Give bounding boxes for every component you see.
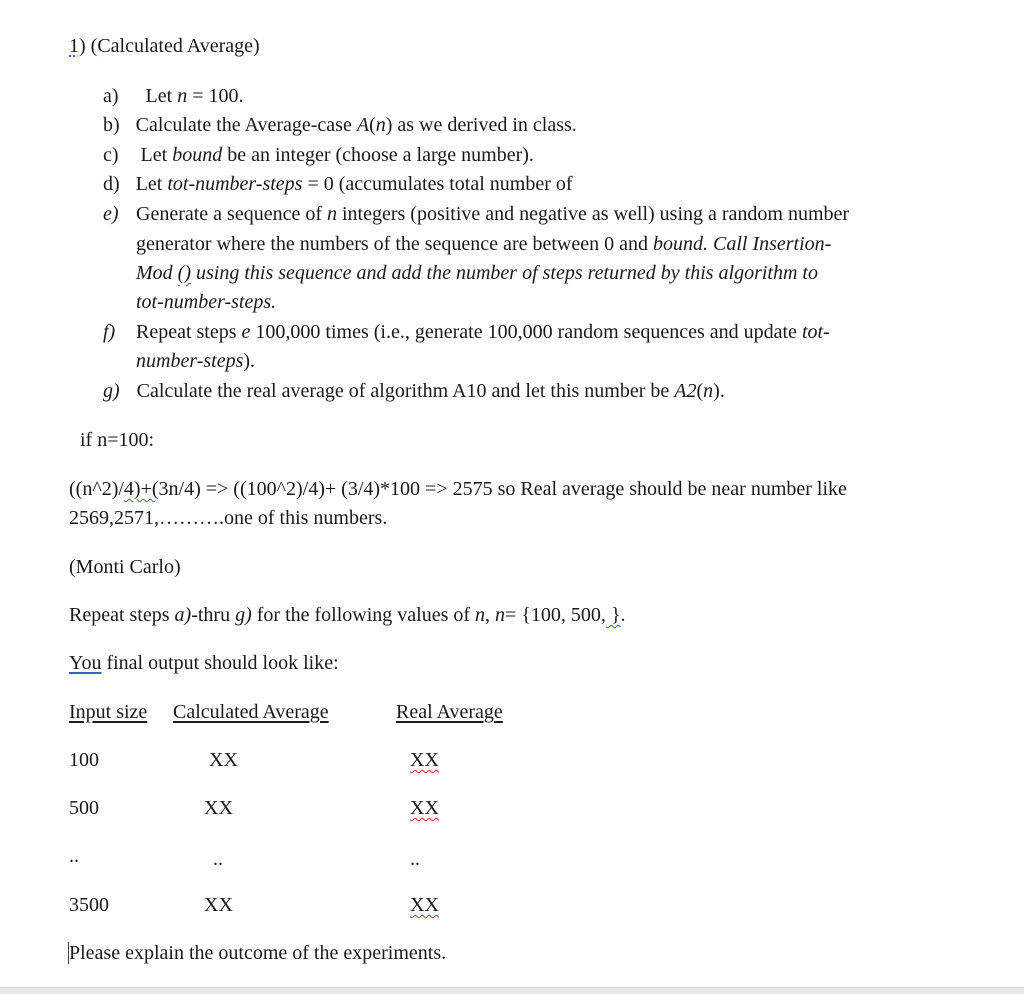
repeat-var: n: [475, 604, 486, 626]
step-text: (: [369, 114, 376, 136]
repeat-text: .: [620, 604, 626, 626]
repeat-text: = {100, 500,: [505, 604, 606, 626]
heading-number: 1): [69, 35, 86, 57]
step-var: Call Insertion-: [712, 233, 832, 255]
step-var: e: [241, 321, 251, 343]
output-intro: [69, 651, 339, 675]
step-var: tot-number-steps: [167, 173, 303, 195]
step-var: n: [703, 380, 714, 402]
table-cell-real: XX: [410, 894, 439, 916]
step-a: [103, 84, 243, 108]
step-marker: f): [103, 321, 116, 343]
step-text: Repeat steps: [136, 321, 242, 343]
table-cell-input: 500: [69, 797, 99, 819]
step-f-marker-wrap: [103, 320, 115, 344]
step-text: be an integer (choose a large number).: [222, 144, 534, 166]
step-d: [103, 172, 573, 196]
table-cell-input: 3500: [69, 894, 109, 916]
section-heading: [69, 34, 260, 58]
step-parens: (): [177, 262, 191, 284]
step-f-line-1: [136, 320, 830, 344]
table-cell-calculated: ..: [213, 848, 223, 870]
step-var: A2: [674, 380, 697, 402]
repeat-text: for the following values of: [251, 604, 476, 626]
formula-text: 3n/4) => ((100^2)/4)+ (3/4)*100 => 2575 so Real average should be near number like: [158, 478, 847, 500]
repeat-var: n: [495, 604, 506, 626]
step-text: Mod: [136, 262, 178, 284]
table-cell-real: XX: [410, 749, 439, 771]
step-var: bound: [172, 144, 223, 166]
formula-text: ((n^2)/: [69, 478, 124, 500]
step-e-line-1: [136, 202, 849, 226]
step-g: [103, 379, 725, 403]
step-marker: c): [103, 144, 119, 166]
table-cell-real: XX: [410, 797, 439, 819]
repeat-text: ,: [485, 604, 496, 626]
repeat-text: Repeat steps: [69, 604, 175, 626]
step-text: integers (positive and negative as well) using a random number: [337, 203, 850, 225]
step-text: Calculate the real average of algorithm A10 and let this number be: [136, 380, 675, 402]
step-var: number-steps: [136, 350, 244, 372]
step-e-line-2: [136, 232, 831, 256]
step-text: using this sequence and add the number of steps returned by this algorithm to: [191, 262, 818, 284]
header-calculated-average: Calculated Average: [173, 701, 329, 723]
step-text: generator where the numbers of the sequence are between 0 and: [136, 233, 653, 255]
closing-line: Please explain the outcome of the experiments.: [69, 942, 447, 964]
table-cell-calculated: XX: [204, 894, 233, 916]
step-var: tot-number-steps.: [136, 291, 277, 313]
step-marker: d): [103, 173, 120, 195]
step-var: tot-: [801, 321, 830, 343]
formula-text-marked: 4)+(: [123, 478, 159, 500]
step-e-marker-wrap: [103, 202, 119, 226]
step-text: Let: [135, 173, 168, 195]
step-text: Calculate the Average-case: [135, 114, 357, 136]
step-text: 100,000 times (i.e., generate 100,000 random sequences and update: [250, 321, 802, 343]
step-var: n: [327, 203, 337, 225]
repeat-var: a): [174, 604, 192, 626]
table-cell-calculated: XX: [204, 797, 233, 819]
step-var: A: [356, 114, 370, 136]
step-text: ).: [243, 350, 256, 372]
step-text: = 0 (accumulates total number of: [302, 173, 573, 195]
step-marker: e): [103, 203, 119, 225]
step-text: Generate a sequence of: [136, 203, 327, 225]
step-text: Let: [140, 144, 173, 166]
formula-line-2: 2569,2571,……….one of this numbers.: [69, 507, 388, 529]
step-var: n: [375, 114, 386, 136]
step-marker: g): [103, 380, 120, 402]
repeat-brace: }: [605, 604, 621, 626]
step-f-line-2: [136, 349, 255, 373]
step-marker: b): [103, 114, 120, 136]
header-real-average: Real Average: [396, 701, 503, 723]
monte-carlo-label: (Monti Carlo): [69, 556, 181, 578]
table-cell-input: ..: [69, 845, 79, 867]
header-input-size: Input size: [69, 701, 148, 723]
step-var: n: [177, 85, 188, 107]
step-c: [103, 143, 534, 167]
output-intro-rest: final output should look like:: [101, 652, 339, 674]
step-text: = 100.: [187, 85, 244, 107]
step-text: Let: [145, 85, 178, 107]
step-e-line-3: [136, 261, 818, 285]
step-text: (: [696, 380, 704, 402]
formula-line-1: [69, 477, 847, 501]
output-intro-you: You: [69, 652, 102, 674]
step-var: bound.: [652, 233, 708, 255]
step-marker: a): [103, 85, 119, 107]
step-e-line-4: [136, 290, 276, 314]
heading-title: (Calculated Average): [90, 35, 260, 57]
table-cell-real: ..: [410, 848, 420, 870]
if-line: if n=100:: [80, 429, 155, 451]
text-cursor: [68, 942, 69, 964]
step-text: ).: [713, 380, 725, 402]
step-text: ) as we derived in class.: [385, 114, 577, 136]
repeat-var: g): [235, 604, 252, 626]
step-b: [103, 113, 577, 137]
repeat-text: -thru: [191, 604, 236, 626]
repeat-line: [69, 603, 626, 627]
table-cell-input: 100: [69, 749, 99, 771]
table-cell-calculated: XX: [209, 749, 238, 771]
